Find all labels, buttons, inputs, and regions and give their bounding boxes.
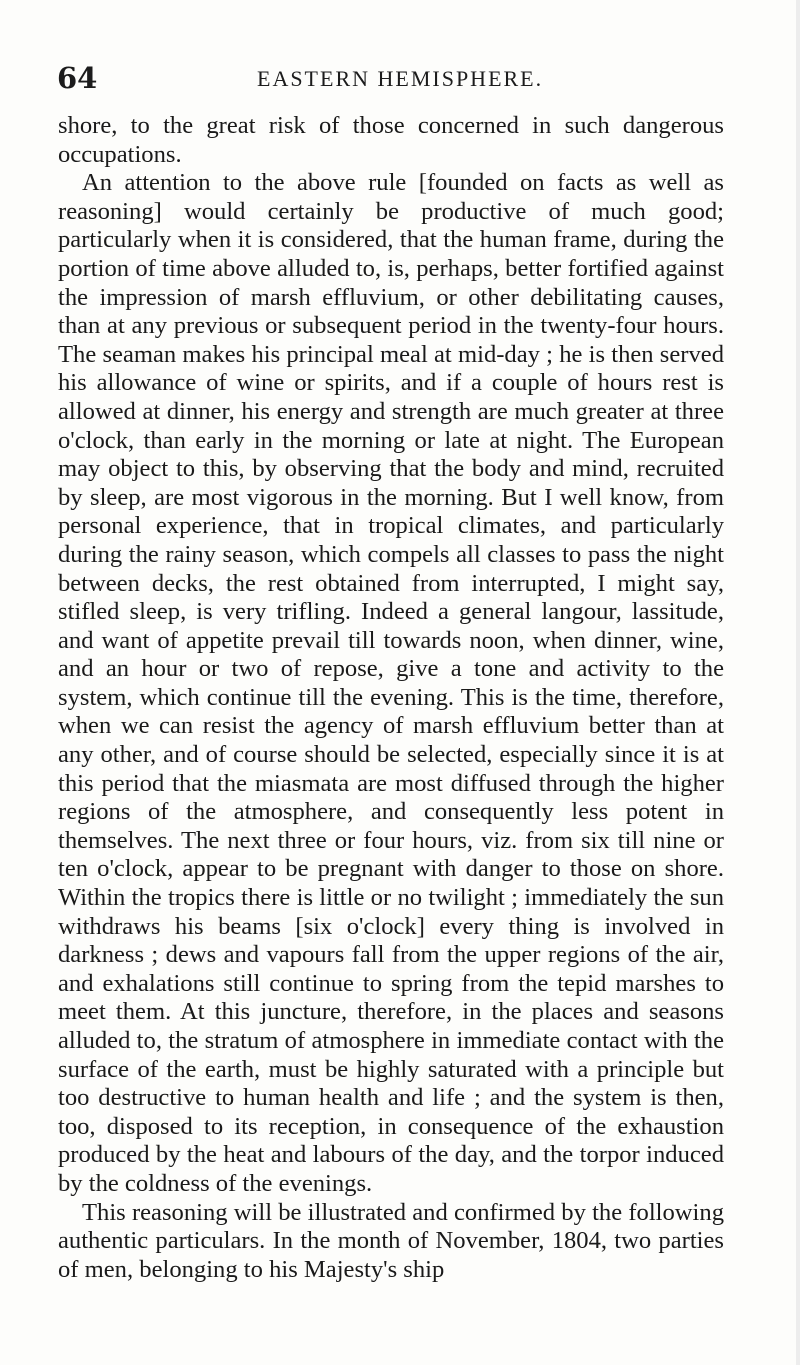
running-head <box>57 58 723 98</box>
body-text <box>58 112 724 1284</box>
running-head-title: EASTERN HEMISPHERE. <box>257 66 544 91</box>
paragraph-attention-rule: An attention to the above rule [founded on facts as well as reasoning] would certainly be productive of much good; particularly when it is considered, that the human frame, during the portion of time above alluded to, is, perhaps, better fortified against the impression of marsh effluvium, or other debilitating causes, than at any previous or subsequent period in the twenty-four hours. The seaman makes his principal meal at mid-day ; he is then served his allowance of wine or spirits, and if a couple of hours rest is allowed at dinner, his energy and strength are much greater at three o'clock, than early in the morning or late at night. The European may object to this, by observing that the body and mind, recruited by sleep, are most vigorous in the morning. But I well know, from personal experience, that in tropical climates, and particularly during the rainy season, which compels all classes to pass the night between decks, the rest obtained from interrupted, I might say, stifled sleep, is very trifling. Indeed a general langour, lassitude, and want of appetite prevail till towards noon, when dinner, wine, and an hour or two of repose, give a tone and activity to the system, which continue till the evening. This is the time, therefore, when we can resist the agency of marsh effluvium better than at any other, and of course should be selected, especially since it is at this period that the miasmata are most diffused through the higher regions of the atmosphere, and consequently less potent in themselves. The next three or four hours, viz. from six till nine or ten o'clock, appear to be pregnant with danger to those on shore. Within the tropics there is little or no twilight ; immediately the sun withdraws his beams [six o'clock] every thing is involved in darkness ; dews and vapours fall from the upper regions of the air, and exhalations still continue to spring from the tepid marshes to meet them. At this juncture, therefore, in the places and seasons alluded to, the stratum of atmosphere in immediate contact with the surface of the earth, must be highly saturated with a principle but too destructive to human health and life ; and the system is then, too, disposed to its reception, in consequence of the exhaustion produced by the heat and labours of the day, and the torpor induced by the coldness of the evenings. <box>58 169 724 1197</box>
page-edge <box>796 0 800 1365</box>
page-number: 64 <box>57 61 98 95</box>
paragraph-reasoning-illustrated: This reasoning will be illustrated and confirmed by the following authentic particulars. In the month of November, 1804, two parties of men, belonging to his Majesty's ship <box>58 1198 724 1283</box>
paragraph-continuation: shore, to the great risk of those concerned in such dangerous occupations. <box>58 112 724 168</box>
